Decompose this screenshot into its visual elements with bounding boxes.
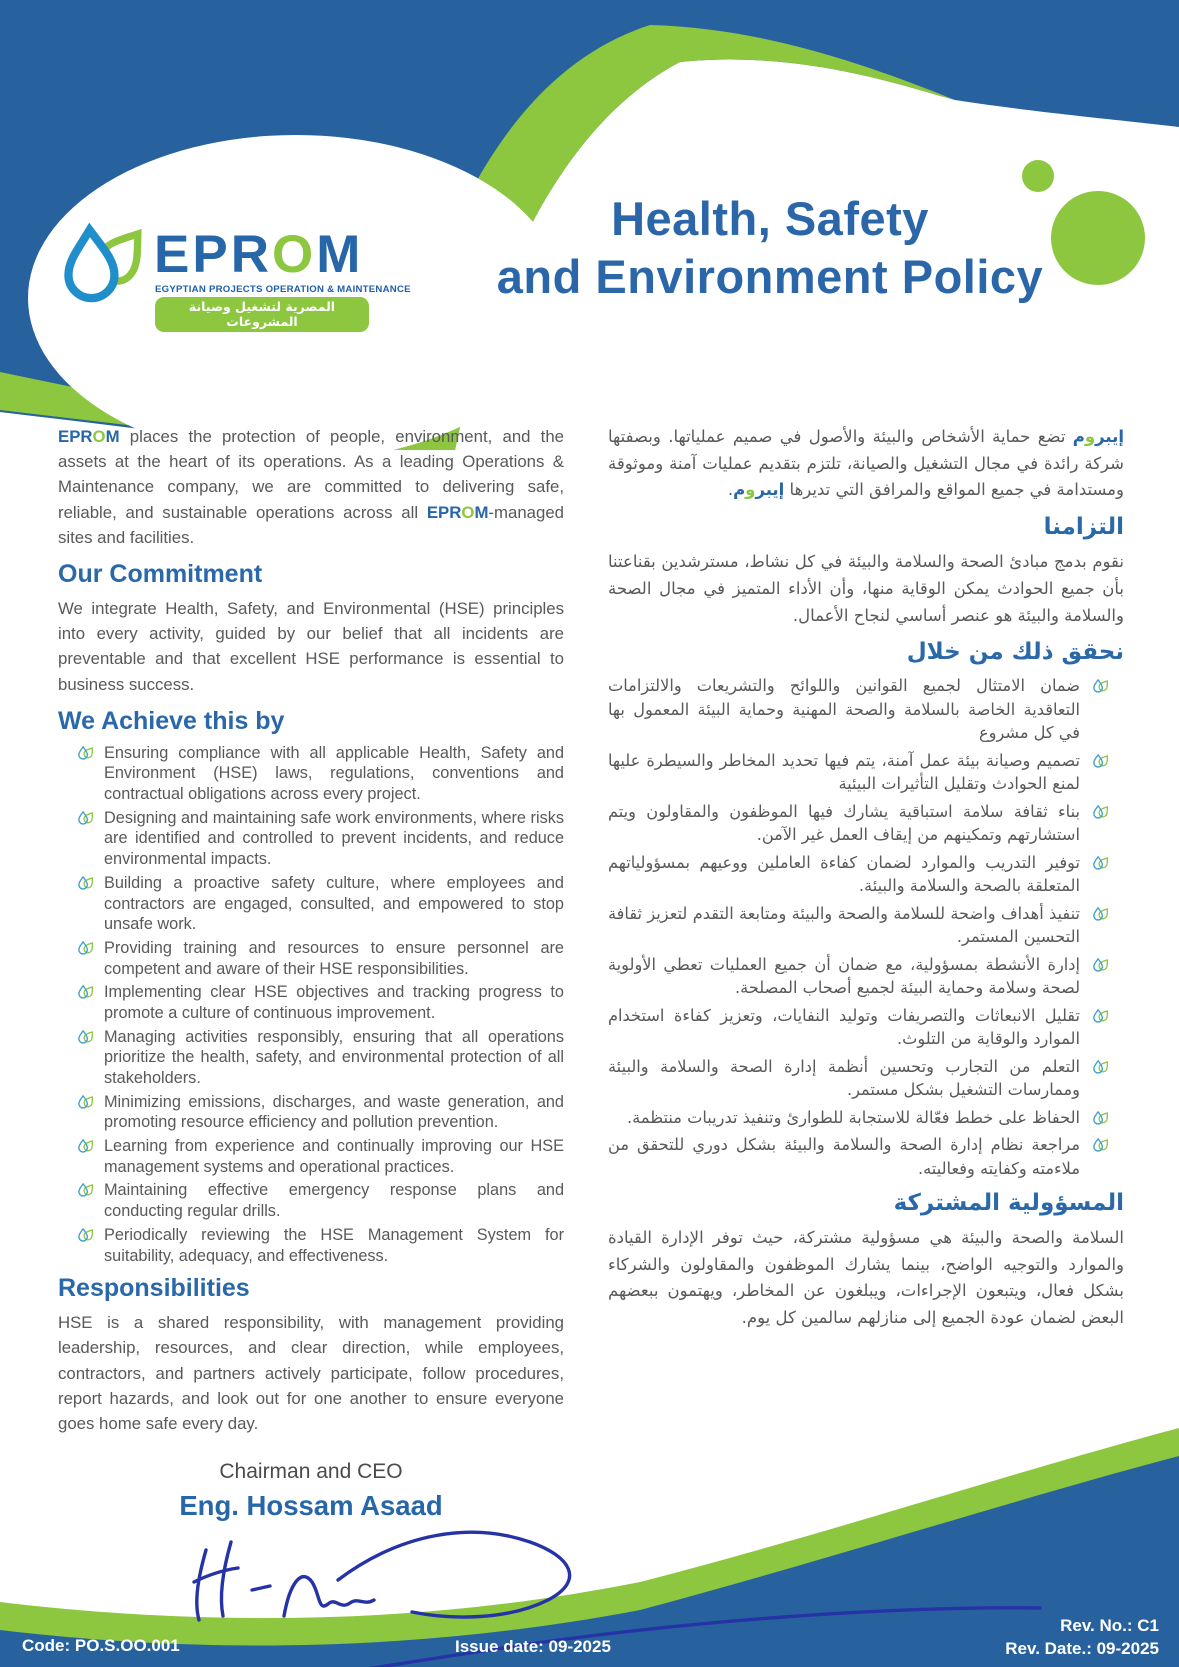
- achieve-list-en: [58, 743, 564, 1267]
- drops-bullet-icon: [78, 810, 95, 825]
- list-item: [608, 800, 1124, 847]
- drops-bullet-icon: [1093, 678, 1110, 693]
- intro-paragraph-ar: إيبروم تضع حماية الأشخاص والبيئة والأصول في صميم عملياتها. وبصفتها شركة رائدة في مجال التشغيل والصيانة، تلتزم بتقديم عمليات آمنة وموثوقة ومستدامة في جميع المواقع والمرافق التي تديرها إيبروم.: [608, 427, 1124, 500]
- eprom-drops-icon: [62, 222, 154, 308]
- footer-rev-date: Rev. Date.: 09-2025: [1005, 1638, 1159, 1658]
- drops-bullet-icon: [78, 745, 95, 760]
- drops-bullet-icon: [78, 875, 95, 890]
- list-item-text: Designing and maintaining safe work environments, where risks are identified and controlled to prevent incidents, and reduce environmental impacts.: [104, 808, 564, 869]
- eprom-logo: [62, 222, 411, 329]
- list-item: [58, 808, 564, 870]
- drops-bullet-icon: [1093, 1059, 1110, 1074]
- achieve-list-ar: [608, 674, 1124, 1180]
- drops-bullet-icon: [78, 1227, 95, 1242]
- drops-bullet-icon: [78, 1029, 95, 1044]
- list-item: [608, 953, 1124, 1000]
- list-item-text: Maintaining effective emergency response plans and conducting regular drills.: [104, 1181, 564, 1221]
- commitment-heading-ar: التزامنا: [1043, 514, 1124, 541]
- footer-code: Code: PO.S.OO.001: [22, 1636, 180, 1655]
- list-item: [58, 982, 564, 1023]
- commitment-heading-en: Our Commitment: [58, 559, 263, 588]
- drops-bullet-icon: [1093, 1110, 1110, 1125]
- list-item-text: الحفاظ على خطط فعّالة للاستجابة للطوارئ وتنفيذ تدريبات منتظمة.: [627, 1107, 1080, 1127]
- signature-role: Chairman and CEO: [219, 1460, 403, 1484]
- drops-bullet-icon: [1093, 906, 1110, 921]
- intro-paragraph-en: EPROM places the protection of people, environment, and the assets at the heart of its operations. As a leading Operations & Maintenance company, we are committed to delivering safe, reliable, and sustainable operations across all EPROM-managed sites and facilities.: [58, 427, 564, 547]
- shared-paragraph-ar: السلامة والصحة والبيئة هي مسؤولية مشتركة، حيث توفر الإدارة القيادة والموارد والتوجيه الواضح، بينما يشارك الموظفون والمقاولون والشركاء بشكل فعال، ويتبعون الإجراءات، ويبلغون عن المخاطر، ويهتمون ببعضهم البعض لضمان عودة الجميع إلى منازلهم سالمين كل يوم.: [608, 1228, 1124, 1328]
- list-item: [58, 743, 564, 805]
- logo-subtitle-ar: المصرية لتشغيل وصيانة المشروعات: [155, 297, 369, 332]
- list-item-text: إدارة الأنشطة بمسؤولية، مع ضمان أن جميع العمليات تعطي الأولوية لصحة وسلامة وحماية البيئة لجميع أصحاب المصلحة.: [608, 954, 1080, 998]
- list-item-text: Building a proactive safety culture, where employees and contractors are engaged, consulted, and empowered to stop unsafe work.: [104, 873, 564, 934]
- achieve-heading-ar: نحقق ذلك من خلال: [906, 639, 1124, 666]
- list-item-text: تقليل الانبعاثات والتصريفات وتوليد النفايات، وتعزيز كفاءة استخدام الموارد والوقاية من التلوث.: [608, 1005, 1080, 1049]
- list-item: [58, 1136, 564, 1177]
- responsibilities-heading-en: Responsibilities: [58, 1274, 250, 1303]
- commitment-paragraph-en: We integrate Health, Safety, and Environmental (HSE) principles into every activity, guided by our belief that all incidents are preventable and that excellent HSE performance is essential to business success.: [58, 598, 564, 694]
- page-title-line1: Health, Safety: [611, 192, 929, 245]
- list-item-text: Learning from experience and continually improving our HSE management systems and operational practices.: [104, 1137, 564, 1176]
- drops-bullet-icon: [78, 984, 95, 999]
- list-item: [58, 1225, 564, 1266]
- drops-bullet-icon: [78, 1182, 95, 1197]
- footer-revision: [1005, 1615, 1159, 1660]
- drops-bullet-icon: [78, 1094, 95, 1109]
- eprom-wordmark: EPROM: [154, 225, 364, 284]
- list-item-text: ضمان الامتثال لجميع القوانين واللوائح والتشريعات والالتزامات التعاقدية الخاصة بالسلامة والصحة المهنية وحماية البيئة المعمول بها في كل مشروع: [608, 676, 1080, 743]
- drops-bullet-icon: [1093, 753, 1110, 768]
- responsibilities-paragraph-en: HSE is a shared responsibility, with management providing leadership, resources, and clear direction, while employees, contractors, and partners actively participate, follow procedures, report hazards, and look out for one another to ensure everyone goes home safe every day.: [58, 1313, 564, 1433]
- drops-bullet-icon: [1093, 1137, 1110, 1152]
- drops-bullet-icon: [1093, 957, 1110, 972]
- list-item-text: بناء ثقافة سلامة استباقية يشارك فيها الموظفون والمقاولون ويتم استشارتهم وتمكينهم من إيقاف العمل غير الآمن.: [608, 801, 1080, 845]
- list-item: [608, 674, 1124, 744]
- list-item: [608, 902, 1124, 949]
- drops-bullet-icon: [1093, 804, 1110, 819]
- english-column: [58, 424, 564, 1660]
- commitment-paragraph-ar: نقوم بدمج مبادئ الصحة والسلامة والبيئة في كل نشاط، مسترشدين بقناعتنا بأن جميع الحوادث يمكن الوقاية منها، وأن الأداء المتميز في مجال الصحة والسلامة والبيئة هو عنصر أساسي لنجاح الأعمال.: [608, 552, 1124, 625]
- signature-name: Eng. Hossam Asaad: [179, 1490, 443, 1522]
- list-item-text: تنفيذ أهداف واضحة للسلامة والصحة والبيئة ومتابعة التقدم لتعزيز ثقافة التحسين المستمر.: [608, 903, 1080, 947]
- list-item-text: Ensuring compliance with all applicable Health, Safety and Environment (HSE) laws, regulations, conventions and contractual obligations across every project.: [104, 743, 564, 804]
- list-item-text: Periodically reviewing the HSE Management System for suitability, adequacy, and effectiveness.: [104, 1225, 564, 1265]
- list-item-text: Providing training and resources to ensure personnel are competent and aware of their HSE responsibilities.: [104, 938, 564, 978]
- list-item: [58, 938, 564, 979]
- arabic-column: [608, 424, 1124, 1660]
- list-item-text: Managing activities responsibly, ensuring that all operations prioritize the health, safety, and environmental protection of all stakeholders.: [104, 1027, 564, 1087]
- list-item: [608, 749, 1124, 796]
- list-item: [58, 1092, 564, 1133]
- list-item: [608, 1106, 1124, 1129]
- achieve-heading-en: We Achieve this by: [58, 706, 285, 735]
- list-item: [58, 1027, 564, 1089]
- drops-bullet-icon: [1093, 1008, 1110, 1023]
- green-dot-small: [1022, 160, 1054, 192]
- document-body: [58, 424, 1124, 1660]
- signature-block: [58, 1460, 564, 1660]
- list-item: [608, 1133, 1124, 1180]
- list-item-text: مراجعة نظام إدارة الصحة والسلامة والبيئة بشكل دوري للتحقق من ملاءمته وكفايته وفعاليته.: [608, 1135, 1080, 1178]
- list-item-text: Minimizing emissions, discharges, and waste generation, and promoting resource efficiency and pollution prevention.: [104, 1092, 564, 1132]
- list-item: [58, 873, 564, 935]
- list-item: [608, 1055, 1124, 1102]
- drops-bullet-icon: [1093, 855, 1110, 870]
- list-item: [608, 851, 1124, 898]
- footer-rev-no: Rev. No.: C1: [1060, 1616, 1159, 1636]
- footer-issue-date: Issue date: 09-2025: [455, 1637, 611, 1656]
- drops-bullet-icon: [78, 1138, 95, 1153]
- list-item-text: Implementing clear HSE objectives and tracking progress to promote a culture of continuous improvement.: [104, 983, 564, 1022]
- list-item: [608, 1004, 1124, 1051]
- drops-bullet-icon: [78, 940, 95, 955]
- page-title-line2: and Environment Policy: [496, 250, 1044, 304]
- shared-heading-ar: المسؤولية المشتركة: [893, 1190, 1124, 1216]
- list-item-text: توفير التدريب والموارد لضمان كفاءة العاملين ووعيهم بمسؤولياتهم المتعلقة بالصحة والسلامة والبيئة.: [608, 852, 1080, 896]
- page-title: [430, 190, 1110, 307]
- list-item-text: التعلم من التجارب وتحسين أنظمة إدارة الصحة والسلامة والبيئة وممارسات التشغيل بشكل مستمر.: [608, 1056, 1080, 1100]
- list-item: [58, 1180, 564, 1221]
- logo-subtitle-en: EGYPTIAN PROJECTS OPERATION & MAINTENANCE: [155, 284, 411, 295]
- list-item-text: تصميم وصيانة بيئة عمل آمنة، يتم فيها تحديد المخاطر والسيطرة عليها لمنع الحوادث وتقليل التأثيرات البيئية: [608, 750, 1080, 794]
